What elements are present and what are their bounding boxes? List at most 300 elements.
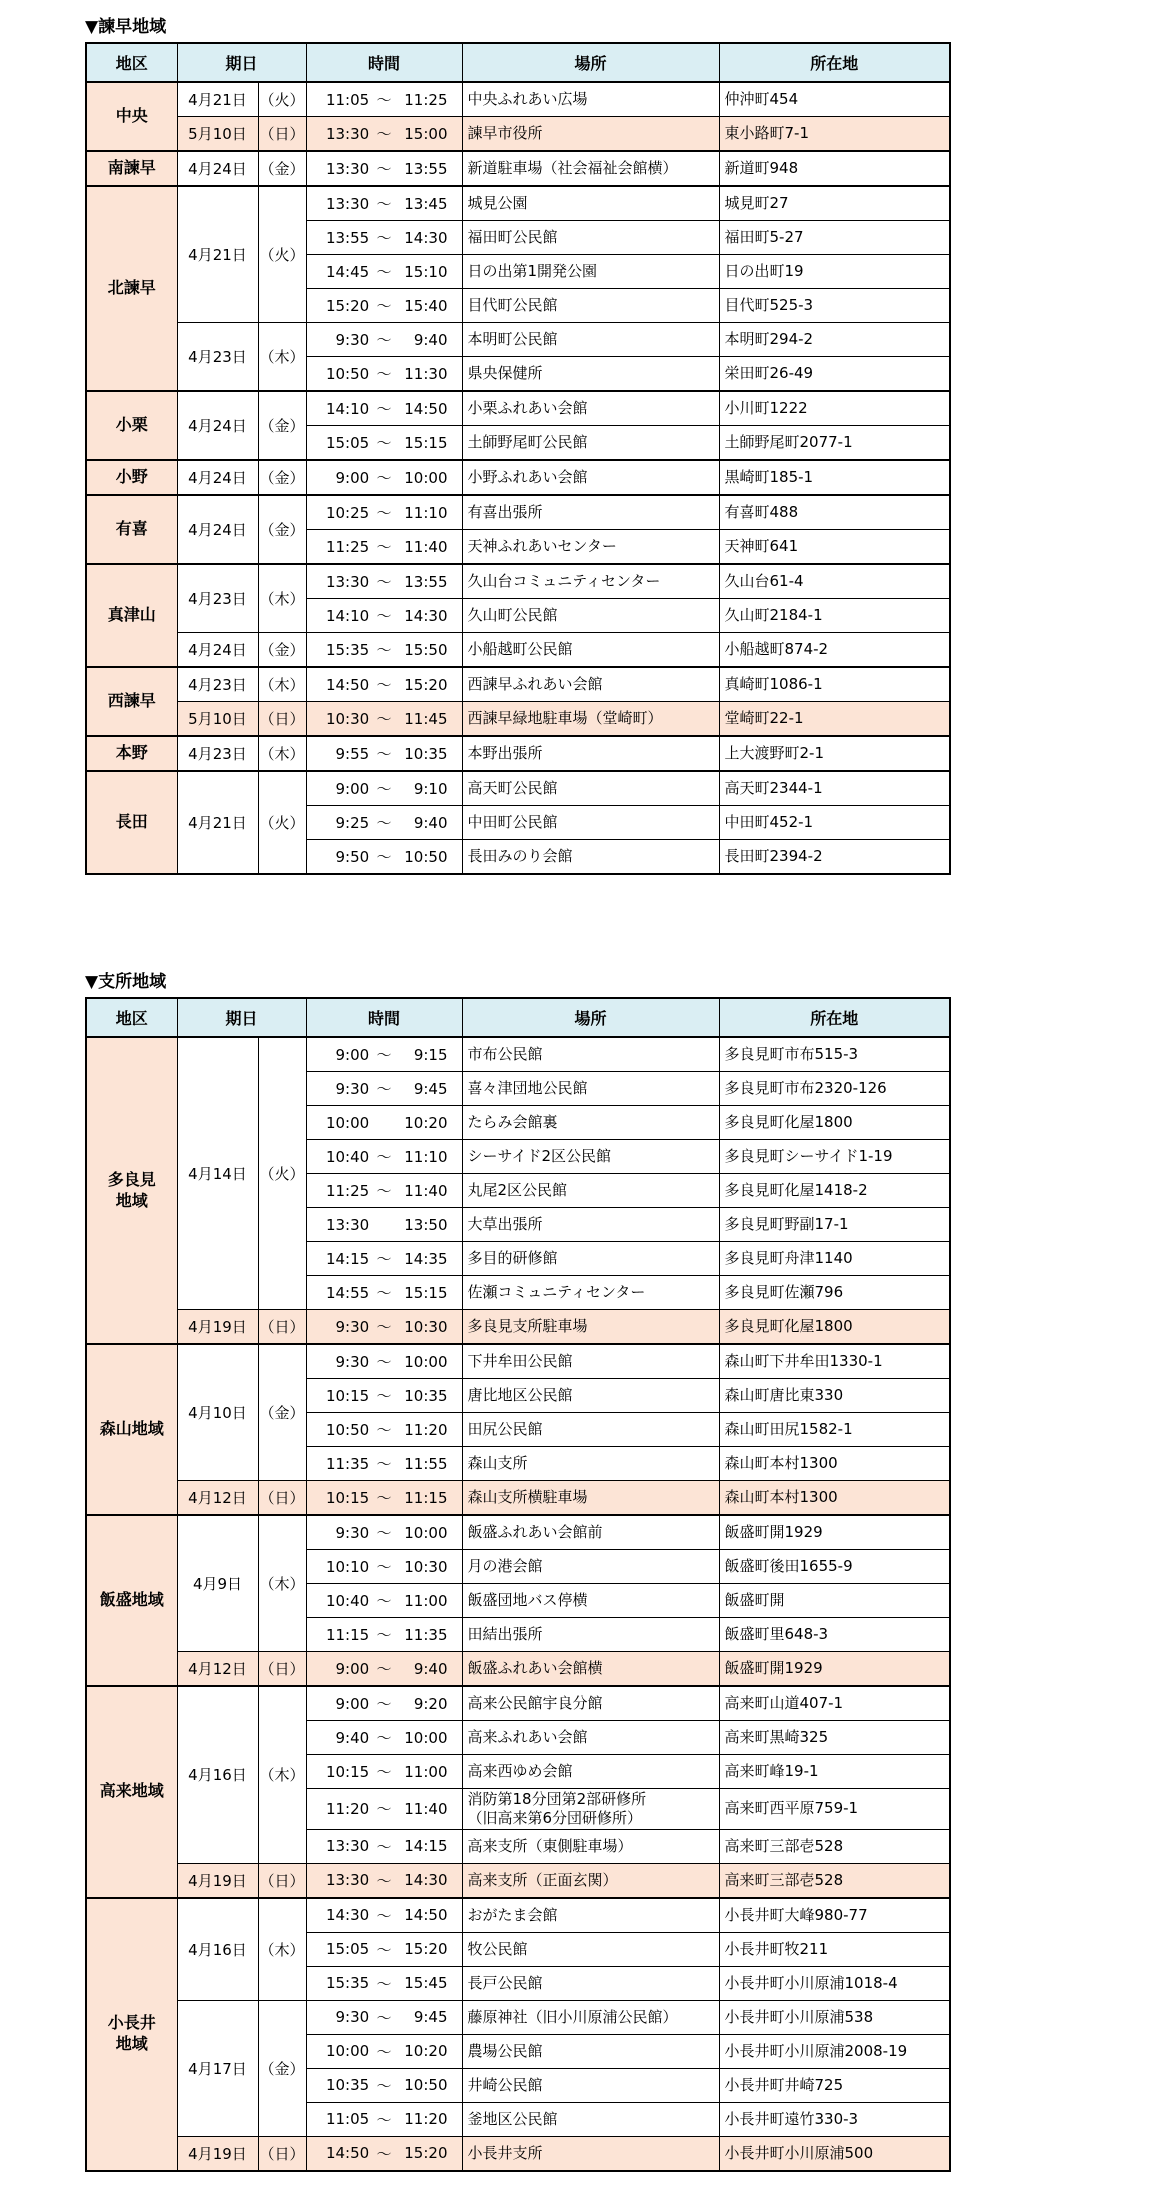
weekday-cell: （火） xyxy=(258,186,306,323)
end-time: 10:50 xyxy=(404,847,448,866)
start-time: 11:20 xyxy=(325,1799,370,1818)
time-cell xyxy=(306,1140,462,1174)
address-cell: 飯盛町後田1655-9 xyxy=(719,1550,950,1584)
weekday-cell: （木） xyxy=(258,1898,306,2001)
time-range xyxy=(307,1487,462,1508)
weekday-cell: （金） xyxy=(258,1344,306,1481)
tilde-separator: ～ xyxy=(376,1800,392,1819)
table-row xyxy=(86,1686,950,1721)
date-cell: 4月9日 xyxy=(177,1515,258,1652)
place-cell: 目代町公民館 xyxy=(462,289,719,323)
address-cell: 多良見町市布2320-126 xyxy=(719,1072,950,1106)
date-cell: 4月19日 xyxy=(177,2136,258,2171)
start-time: 9:30 xyxy=(335,1317,370,1336)
end-time: 11:15 xyxy=(404,1488,448,1507)
start-time: 10:10 xyxy=(325,1557,370,1576)
address-cell: 黒崎町185-1 xyxy=(719,460,950,495)
table-row xyxy=(86,1652,950,1687)
address-cell: 有喜町488 xyxy=(719,495,950,530)
time-cell xyxy=(306,1037,462,1072)
place-cell: 高来支所（正面玄関） xyxy=(462,1863,719,1898)
address-cell: 堂崎町22-1 xyxy=(719,702,950,737)
tilde-separator: ～ xyxy=(376,160,392,178)
end-time: 10:00 xyxy=(404,1728,448,1747)
time-range xyxy=(307,1453,462,1474)
time-range xyxy=(307,1590,462,1611)
weekday-cell: （日） xyxy=(258,117,306,152)
address-cell: 多良見町舟津1140 xyxy=(719,1242,950,1276)
time-range xyxy=(307,398,462,419)
time-cell xyxy=(306,1652,462,1687)
column-header-1: 期日 xyxy=(177,998,306,1037)
time-range xyxy=(307,1939,462,1960)
address-cell: 小長井町小川原浦500 xyxy=(719,2136,950,2171)
district-cell: 本野 xyxy=(86,736,177,771)
place-cell: 月の港会館 xyxy=(462,1550,719,1584)
district-cell: 西諫早 xyxy=(86,667,177,736)
place-cell: 森山支所 xyxy=(462,1447,719,1481)
date-cell: 4月17日 xyxy=(177,2000,258,2136)
time-cell xyxy=(306,1106,462,1140)
time-range xyxy=(307,295,462,316)
address-cell: 多良見町化屋1800 xyxy=(719,1310,950,1345)
district-cell: 北諫早 xyxy=(86,186,177,391)
end-time: 15:00 xyxy=(404,124,448,143)
end-time: 11:40 xyxy=(404,1181,448,1200)
date-cell: 4月24日 xyxy=(177,495,258,564)
place-cell: 高来西ゆめ会館 xyxy=(462,1755,719,1789)
start-time: 11:25 xyxy=(325,1181,370,1200)
start-time: 13:30 xyxy=(325,1215,370,1234)
tilde-separator: ～ xyxy=(376,745,392,763)
time-cell xyxy=(306,1966,462,2000)
time-cell xyxy=(306,460,462,495)
end-time: 11:20 xyxy=(404,2110,448,2128)
time-cell xyxy=(306,289,462,323)
end-time: 15:40 xyxy=(404,296,448,315)
place-cell: 多良見支所駐車場 xyxy=(462,1310,719,1345)
table-row xyxy=(86,702,950,737)
start-time: 9:30 xyxy=(335,1523,370,1542)
time-cell xyxy=(306,2034,462,2068)
table-row xyxy=(86,564,950,599)
time-range xyxy=(307,1798,462,1819)
table-row xyxy=(86,736,950,771)
tilde-separator: ～ xyxy=(376,641,392,659)
place-cell: たらみ会館裏 xyxy=(462,1106,719,1140)
column-header-1: 期日 xyxy=(177,43,306,82)
time-cell xyxy=(306,1174,462,1208)
end-time: 10:50 xyxy=(404,2076,448,2094)
end-time: 11:30 xyxy=(404,364,448,383)
column-header-2: 時間 xyxy=(306,43,462,82)
start-time: 10:25 xyxy=(325,503,370,522)
time-cell xyxy=(306,1721,462,1755)
tilde-separator: ～ xyxy=(376,1421,392,1439)
time-cell xyxy=(306,2136,462,2171)
place-cell: 県央保健所 xyxy=(462,357,719,392)
time-range xyxy=(307,261,462,282)
time-range xyxy=(307,502,462,523)
tilde-separator: ～ xyxy=(376,2110,392,2129)
time-range xyxy=(307,1973,462,1994)
tilde-separator: ～ xyxy=(376,2008,392,2027)
tilde-separator: ～ xyxy=(376,814,392,832)
address-cell: 多良見町化屋1418-2 xyxy=(719,1174,950,1208)
time-cell xyxy=(306,82,462,117)
tilde-separator: ～ xyxy=(376,469,392,487)
address-cell: 本明町294-2 xyxy=(719,323,950,357)
start-time: 10:15 xyxy=(325,1762,370,1781)
start-time: 14:10 xyxy=(325,399,370,418)
start-time: 15:05 xyxy=(325,433,370,452)
district-cell: 飯盛地域 xyxy=(86,1515,177,1686)
tilde-separator: ～ xyxy=(376,2144,392,2163)
tilde-separator: ～ xyxy=(376,1871,392,1890)
date-cell: 4月24日 xyxy=(177,460,258,495)
time-range xyxy=(307,1870,462,1891)
end-time: 10:35 xyxy=(404,1386,448,1405)
address-cell: 小長井町遠竹330-3 xyxy=(719,2102,950,2136)
time-cell xyxy=(306,2102,462,2136)
start-time: 9:00 xyxy=(335,1694,370,1713)
tilde-separator: ～ xyxy=(376,331,392,349)
start-time: 15:20 xyxy=(325,296,370,315)
address-cell: 小川町1222 xyxy=(719,391,950,426)
time-cell xyxy=(306,186,462,221)
time-cell xyxy=(306,564,462,599)
end-time: 13:50 xyxy=(404,1215,448,1234)
column-header-4: 所在地 xyxy=(719,43,950,82)
weekday-cell: （日） xyxy=(258,1481,306,1516)
district-cell: 小栗 xyxy=(86,391,177,460)
tilde-separator: ～ xyxy=(376,195,392,213)
end-time: 11:20 xyxy=(404,1420,448,1439)
start-time: 9:55 xyxy=(335,744,370,763)
district-cell: 長田 xyxy=(86,771,177,874)
tilde-separator: ～ xyxy=(376,1148,392,1166)
time-range xyxy=(307,123,462,144)
end-time: 15:20 xyxy=(404,2144,448,2162)
tilde-separator: ～ xyxy=(376,434,392,452)
date-cell: 4月23日 xyxy=(177,736,258,771)
start-time: 14:55 xyxy=(325,1283,370,1302)
address-cell: 日の出町19 xyxy=(719,255,950,289)
start-time: 11:05 xyxy=(325,2110,370,2128)
tilde-separator: ～ xyxy=(376,2076,392,2095)
tilde-separator: ～ xyxy=(376,504,392,522)
address-cell: 小長井町小川原浦2008-19 xyxy=(719,2034,950,2068)
place-cell: おがたま会館 xyxy=(462,1898,719,1933)
start-time: 10:15 xyxy=(325,1488,370,1507)
address-cell: 多良見町佐瀬796 xyxy=(719,1276,950,1310)
end-time: 9:15 xyxy=(413,1045,448,1064)
time-range xyxy=(307,708,462,729)
place-cell: 牧公民館 xyxy=(462,1932,719,1966)
address-cell: 仲沖町454 xyxy=(719,82,950,117)
place-cell: 小栗ふれあい会館 xyxy=(462,391,719,426)
time-cell xyxy=(306,1344,462,1379)
start-time: 13:30 xyxy=(325,572,370,591)
time-range xyxy=(307,1836,462,1857)
end-time: 10:00 xyxy=(404,468,448,487)
place-cell: 日の出第1開発公園 xyxy=(462,255,719,289)
date-cell: 4月24日 xyxy=(177,633,258,668)
address-cell: 高来町西平原759-1 xyxy=(719,1789,950,1830)
time-range xyxy=(307,1693,462,1714)
tilde-separator: ～ xyxy=(376,1387,392,1405)
date-cell: 5月10日 xyxy=(177,117,258,152)
address-cell: 多良見町野副17-1 xyxy=(719,1208,950,1242)
end-time: 11:25 xyxy=(404,90,448,109)
place-cell: 飯盛ふれあい会館横 xyxy=(462,1652,719,1687)
time-cell xyxy=(306,667,462,702)
time-cell xyxy=(306,1755,462,1789)
district-cell: 小野 xyxy=(86,460,177,495)
time-range xyxy=(307,432,462,453)
address-cell: 多良見町シーサイド1-19 xyxy=(719,1140,950,1174)
table-row xyxy=(86,460,950,495)
table-row xyxy=(86,1344,950,1379)
weekday-cell: （火） xyxy=(258,1037,306,1310)
place-cell: 田尻公民館 xyxy=(462,1413,719,1447)
weekday-cell: （金） xyxy=(258,460,306,495)
time-cell xyxy=(306,736,462,771)
tilde-separator: ～ xyxy=(376,1558,392,1576)
start-time: 10:00 xyxy=(325,1113,370,1132)
start-time: 15:35 xyxy=(325,1974,370,1992)
weekday-cell: （木） xyxy=(258,667,306,702)
end-time: 10:30 xyxy=(404,1557,448,1576)
end-time: 10:00 xyxy=(404,1352,448,1371)
table-body xyxy=(86,1037,950,2171)
start-time: 9:00 xyxy=(335,1045,370,1064)
time-range xyxy=(307,1658,462,1679)
address-cell: 多良見町化屋1800 xyxy=(719,1106,950,1140)
time-range xyxy=(307,1044,462,1065)
date-cell: 4月21日 xyxy=(177,186,258,323)
time-cell xyxy=(306,1072,462,1106)
start-time: 9:00 xyxy=(335,468,370,487)
tilde-separator: ～ xyxy=(376,848,392,866)
place-cell: 農場公民館 xyxy=(462,2034,719,2068)
place-cell: 市布公民館 xyxy=(462,1037,719,1072)
start-time: 9:40 xyxy=(335,1728,370,1747)
tilde-separator: ～ xyxy=(376,1524,392,1542)
time-range xyxy=(307,1316,462,1337)
time-range xyxy=(307,1385,462,1406)
address-cell: 多良見町市布515-3 xyxy=(719,1037,950,1072)
address-cell: 高来町三部壱528 xyxy=(719,1863,950,1898)
table-header xyxy=(86,998,950,1037)
address-cell: 飯盛町里648-3 xyxy=(719,1618,950,1652)
start-time: 13:30 xyxy=(325,194,370,213)
tilde-separator: ～ xyxy=(376,1353,392,1371)
column-header-0: 地区 xyxy=(86,998,177,1037)
address-cell: 飯盛町開 xyxy=(719,1584,950,1618)
end-time: 15:20 xyxy=(404,1940,448,1958)
time-cell xyxy=(306,2000,462,2034)
isahaya-region-title: ▼諫早地域 xyxy=(85,17,167,37)
address-cell: 上大渡野町2-1 xyxy=(719,736,950,771)
address-cell: 久山町2184-1 xyxy=(719,599,950,633)
start-time: 14:15 xyxy=(325,1249,370,1268)
time-cell xyxy=(306,1447,462,1481)
end-time: 11:00 xyxy=(404,1591,448,1610)
address-cell: 高来町山道407-1 xyxy=(719,1686,950,1721)
time-range xyxy=(307,1146,462,1167)
end-time: 9:45 xyxy=(413,2008,448,2026)
tilde-separator: ～ xyxy=(376,91,392,109)
time-range xyxy=(307,193,462,214)
address-cell: 真崎町1086-1 xyxy=(719,667,950,702)
address-cell: 小船越町874-2 xyxy=(719,633,950,668)
date-cell: 4月16日 xyxy=(177,1898,258,2001)
place-cell: 本野出張所 xyxy=(462,736,719,771)
date-cell: 4月16日 xyxy=(177,1686,258,1863)
place-cell: 本明町公民館 xyxy=(462,323,719,357)
end-time: 9:45 xyxy=(413,1079,448,1098)
end-time: 15:45 xyxy=(404,1974,448,1992)
time-cell xyxy=(306,1789,462,1830)
time-cell xyxy=(306,1584,462,1618)
end-time: 10:00 xyxy=(404,1523,448,1542)
time-range xyxy=(307,1078,462,1099)
place-cell: 藤原神社（旧小川原浦公民館） xyxy=(462,2000,719,2034)
tilde-separator: ～ xyxy=(376,1906,392,1925)
time-range xyxy=(307,1761,462,1782)
tilde-separator: ～ xyxy=(376,1974,392,1993)
start-time: 11:15 xyxy=(325,1625,370,1644)
start-time: 9:00 xyxy=(335,1659,370,1678)
tilde-separator: ～ xyxy=(376,229,392,247)
time-cell xyxy=(306,255,462,289)
start-time: 10:00 xyxy=(325,2042,370,2060)
address-cell: 飯盛町開1929 xyxy=(719,1652,950,1687)
time-cell xyxy=(306,806,462,840)
end-time: 11:10 xyxy=(404,1147,448,1166)
time-range xyxy=(307,1419,462,1440)
weekday-cell: （日） xyxy=(258,1863,306,1898)
time-cell xyxy=(306,1686,462,1721)
weekday-cell: （金） xyxy=(258,151,306,186)
date-cell: 4月21日 xyxy=(177,771,258,874)
end-time: 14:30 xyxy=(404,1871,448,1889)
end-time: 14:30 xyxy=(404,228,448,247)
end-time: 14:50 xyxy=(404,1906,448,1924)
table-body xyxy=(86,82,950,874)
time-range xyxy=(307,1282,462,1303)
start-time: 9:00 xyxy=(335,779,370,798)
address-cell: 高来町峰19-1 xyxy=(719,1755,950,1789)
time-range xyxy=(307,2075,462,2096)
table-row xyxy=(86,667,950,702)
place-cell: 田結出張所 xyxy=(462,1618,719,1652)
tilde-separator: ～ xyxy=(376,1592,392,1610)
time-cell xyxy=(306,221,462,255)
date-cell: 4月21日 xyxy=(177,82,258,117)
time-cell xyxy=(306,1242,462,1276)
end-time: 9:10 xyxy=(413,779,448,798)
start-time: 15:05 xyxy=(325,1940,370,1958)
place-cell: 大草出張所 xyxy=(462,1208,719,1242)
time-range xyxy=(307,363,462,384)
weekday-cell: （木） xyxy=(258,736,306,771)
time-range xyxy=(307,227,462,248)
weekday-cell: （木） xyxy=(258,564,306,633)
time-cell xyxy=(306,117,462,152)
end-time: 11:35 xyxy=(404,1625,448,1644)
tilde-separator: ～ xyxy=(376,1182,392,1200)
time-range xyxy=(307,674,462,695)
end-time: 11:10 xyxy=(404,503,448,522)
place-cell: 高天町公民館 xyxy=(462,771,719,806)
start-time: 9:30 xyxy=(335,1079,370,1098)
time-range xyxy=(307,536,462,557)
place-cell: 城見公園 xyxy=(462,186,719,221)
address-cell: 高天町2344-1 xyxy=(719,771,950,806)
date-cell: 4月14日 xyxy=(177,1037,258,1310)
date-cell: 4月23日 xyxy=(177,667,258,702)
start-time: 9:30 xyxy=(335,330,370,349)
date-cell: 5月10日 xyxy=(177,702,258,737)
date-cell: 4月19日 xyxy=(177,1310,258,1345)
tilde-separator: ～ xyxy=(376,1626,392,1644)
place-cell: 中田町公民館 xyxy=(462,806,719,840)
table-row xyxy=(86,495,950,530)
time-cell xyxy=(306,1310,462,1345)
place-cell: 土師野尾町公民館 xyxy=(462,426,719,461)
end-time: 14:30 xyxy=(404,606,448,625)
start-time: 14:50 xyxy=(325,2144,370,2162)
place-cell: 久山台コミュニティセンター xyxy=(462,564,719,599)
table-row xyxy=(86,1037,950,1072)
end-time: 10:20 xyxy=(404,2042,448,2060)
table-row xyxy=(86,1481,950,1516)
start-time: 13:55 xyxy=(325,228,370,247)
tilde-separator: ～ xyxy=(376,1080,392,1098)
weekday-cell: （火） xyxy=(258,82,306,117)
time-cell xyxy=(306,1515,462,1550)
start-time: 9:30 xyxy=(335,2008,370,2026)
time-cell xyxy=(306,1618,462,1652)
time-cell xyxy=(306,633,462,668)
start-time: 14:30 xyxy=(325,1906,370,1924)
end-time: 14:15 xyxy=(404,1837,448,1855)
end-time: 11:40 xyxy=(404,1799,448,1818)
isahaya-region-table xyxy=(85,42,951,875)
address-cell: 小長井町大峰980-77 xyxy=(719,1898,950,1933)
place-cell: 高来支所（東側駐車場） xyxy=(462,1829,719,1863)
time-range xyxy=(307,1180,462,1201)
time-cell xyxy=(306,2068,462,2102)
tilde-separator: ～ xyxy=(376,780,392,798)
time-cell xyxy=(306,1898,462,1933)
date-cell: 4月24日 xyxy=(177,391,258,460)
table-row xyxy=(86,1310,950,1345)
place-cell: 下井牟田公民館 xyxy=(462,1344,719,1379)
table-row xyxy=(86,1863,950,1898)
address-cell: 新道町948 xyxy=(719,151,950,186)
address-cell: 東小路町7-1 xyxy=(719,117,950,152)
address-cell: 天神町641 xyxy=(719,530,950,565)
start-time: 10:35 xyxy=(325,2076,370,2094)
place-cell: 丸尾2区公民館 xyxy=(462,1174,719,1208)
time-range xyxy=(307,329,462,350)
tilde-separator: ～ xyxy=(376,1046,392,1064)
start-time: 13:30 xyxy=(325,1871,370,1889)
end-time: 10:35 xyxy=(404,744,448,763)
